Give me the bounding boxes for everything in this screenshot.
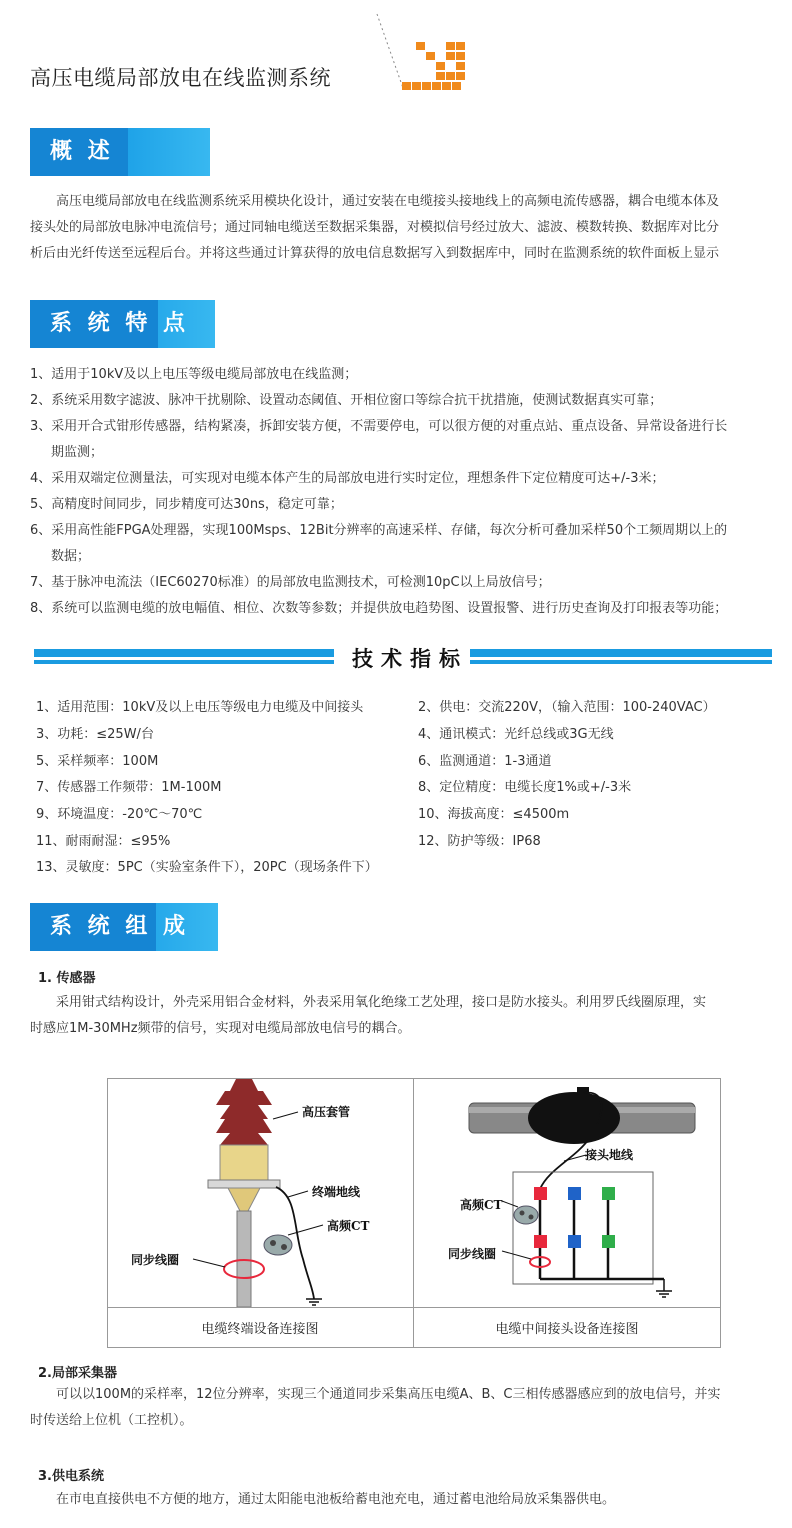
spec-item: 3、功耗：≤25W/台 bbox=[36, 727, 154, 742]
features-list bbox=[30, 362, 780, 622]
collector-text bbox=[30, 1382, 770, 1434]
power-line: 在市电直接供电不方便的地方，通过太阳能电池板给蓄电池充电，通过蓄电池给局放采集器供电。 bbox=[56, 1492, 616, 1507]
hf-ct-sensor bbox=[264, 1235, 292, 1255]
label-sync-coil: 同步线圈 bbox=[448, 1247, 497, 1261]
overview-line: 接头处的局部放电脉冲电流信号；通过同轴电缆送至数据采集器，对模拟信号经过放大、滤波、模数转换、数据库对比分 bbox=[30, 220, 720, 235]
spec-item: 1、适用范围：10kV及以上电压等级电力电缆及中间接头 bbox=[36, 700, 364, 715]
phase-c-terminal-top bbox=[602, 1187, 615, 1200]
heading-bar-left-thin bbox=[34, 660, 334, 664]
spec-item: 7、传感器工作频带：1M-100M bbox=[36, 780, 222, 795]
feature-item-continuation: 数据； bbox=[51, 549, 91, 564]
composition-heading: 系 统 组 成 bbox=[30, 903, 218, 951]
sensor-line: 采用钳式结构设计，外壳采用铝合金材料，外表采用氧化绝缘工艺处理，接口是防水接头。利用罗氏线圈原理，实 bbox=[56, 995, 707, 1010]
spec-item: 11、耐雨耐湿：≤95% bbox=[36, 834, 171, 849]
overview-heading: 概 述 bbox=[30, 128, 210, 176]
left-diagram-caption: 电缆终端设备连接图 bbox=[201, 1322, 319, 1337]
mounting-flange bbox=[208, 1180, 280, 1188]
heading-bar-right-thin bbox=[470, 660, 772, 664]
phase-c-terminal-bottom bbox=[602, 1235, 615, 1248]
feature-item: 2、系统采用数字滤波、脉冲干扰剔除、设置动态阈值、开相位窗口等综合抗干扰措施，使测试数据真实可靠； bbox=[30, 393, 663, 408]
spec-item: 13、灵敏度：5PC（实验室条件下），20PC（现场条件下） bbox=[36, 860, 378, 875]
hf-ct-sensor bbox=[514, 1206, 538, 1224]
phase-a-terminal-top bbox=[534, 1187, 547, 1200]
features-heading: 系 统 特 点 bbox=[30, 300, 215, 348]
label-hf-ct: 高频CT bbox=[327, 1219, 370, 1233]
power-title: 3.供电系统 bbox=[38, 1469, 104, 1484]
terminal-connection-diagram bbox=[108, 1079, 413, 1307]
phase-b-terminal-bottom bbox=[568, 1235, 581, 1248]
stress-cone bbox=[228, 1188, 260, 1211]
collector-line: 可以以100M的采样率，12位分辨率，实现三个通道同步采集高压电缆A、B、C三相传感器感应到的放电信号，并实 bbox=[56, 1387, 721, 1402]
overview-line: 高压电缆局部放电在线监测系统采用模块化设计，通过安装在电缆接头接地线上的高频电流传感器，耦合电缆本体及 bbox=[56, 194, 720, 209]
cable-joint bbox=[528, 1092, 620, 1144]
collector-line: 时传送给上位机（工控机）。 bbox=[30, 1413, 193, 1428]
overview-text bbox=[30, 189, 775, 267]
phase-b-terminal-top bbox=[568, 1187, 581, 1200]
brand-logo bbox=[402, 42, 464, 90]
page-title: 高压电缆局部放电在线监测系统 bbox=[30, 66, 331, 90]
sensor-title: 1. 传感器 bbox=[38, 971, 96, 986]
spec-item: 10、海拔高度：≤4500m bbox=[418, 807, 570, 822]
feature-item: 6、采用高性能FPGA处理器，实现100Msps、12Bit分辨率的高速采样、存储，每次分析可叠加采样50个工频周期以上的 bbox=[30, 523, 728, 538]
sensor-line: 时感应1M-30MHz频带的信号，实现对电缆局部放电信号的耦合。 bbox=[30, 1021, 411, 1036]
spec-item: 4、通讯模式：光纤总线或3G无线 bbox=[418, 727, 614, 742]
spec-item: 5、采样频率：100M bbox=[36, 754, 159, 769]
feature-item: 1、适用于10kV及以上电压等级电缆局部放电在线监测； bbox=[30, 367, 358, 382]
label-bushing: 高压套管 bbox=[302, 1105, 351, 1119]
phase-a-terminal-bottom bbox=[534, 1235, 547, 1248]
sensor-text bbox=[30, 990, 770, 1042]
feature-item: 7、基于脉冲电流法（IEC60270标准）的局部放电监测技术，可检测10pC以上局放信号； bbox=[30, 575, 551, 590]
label-sync-coil: 同步线圈 bbox=[131, 1253, 180, 1267]
heading-bar-left bbox=[34, 649, 334, 657]
feature-item-continuation: 期监测； bbox=[51, 445, 104, 460]
label-joint-ground: 接头地线 bbox=[585, 1148, 634, 1162]
right-diagram-caption: 电缆中间接头设备连接图 bbox=[495, 1322, 639, 1337]
feature-item: 4、采用双端定位测量法，可实现对电缆本体产生的局部放电进行实时定位，理想条件下定位精度可达+/-3米； bbox=[30, 471, 665, 486]
specs-heading: 技术指标 bbox=[352, 647, 468, 671]
high-voltage-bushing bbox=[216, 1079, 272, 1145]
spec-item: 8、定位精度：电缆长度1%或+/-3米 bbox=[418, 780, 632, 795]
feature-item: 3、采用开合式钳形传感器，结构紧凑，拆卸安装方便，不需要停电，可以很方便的对重点站、重点设备、异常设备进行长 bbox=[30, 419, 728, 434]
spec-item: 2、供电：交流220V，（输入范围：100-240VAC） bbox=[418, 700, 716, 715]
feature-item: 8、系统可以监测电缆的放电幅值、相位、次数等参数；并提供放电趋势图、设置报警、进行历史查询及打印报表等功能； bbox=[30, 601, 728, 616]
spec-item: 6、监测通道：1-3通道 bbox=[418, 754, 552, 769]
label-terminal-ground: 终端地线 bbox=[312, 1185, 361, 1199]
decorative-dotted-line bbox=[375, 12, 405, 90]
diagram-divider-horizontal bbox=[107, 1307, 721, 1308]
feature-item: 5、高精度时间同步，同步精度可达30ns，稳定可靠； bbox=[30, 497, 343, 512]
joint-connection-diagram bbox=[414, 1079, 720, 1307]
collector-title: 2.局部采集器 bbox=[38, 1366, 117, 1381]
power-text bbox=[30, 1487, 770, 1513]
label-hf-ct: 高频CT bbox=[460, 1198, 503, 1212]
overview-line: 析后由光纤传送至远程后台。并将这些通过计算获得的放电信息数据写入到数据库中，同时在监测系统的软件面板上显示 bbox=[30, 246, 720, 261]
spec-item: 12、防护等级：IP68 bbox=[418, 834, 541, 849]
heading-bar-right bbox=[470, 649, 772, 657]
spec-item: 9、环境温度：-20℃～70℃ bbox=[36, 807, 203, 822]
insulator-body bbox=[220, 1145, 268, 1181]
